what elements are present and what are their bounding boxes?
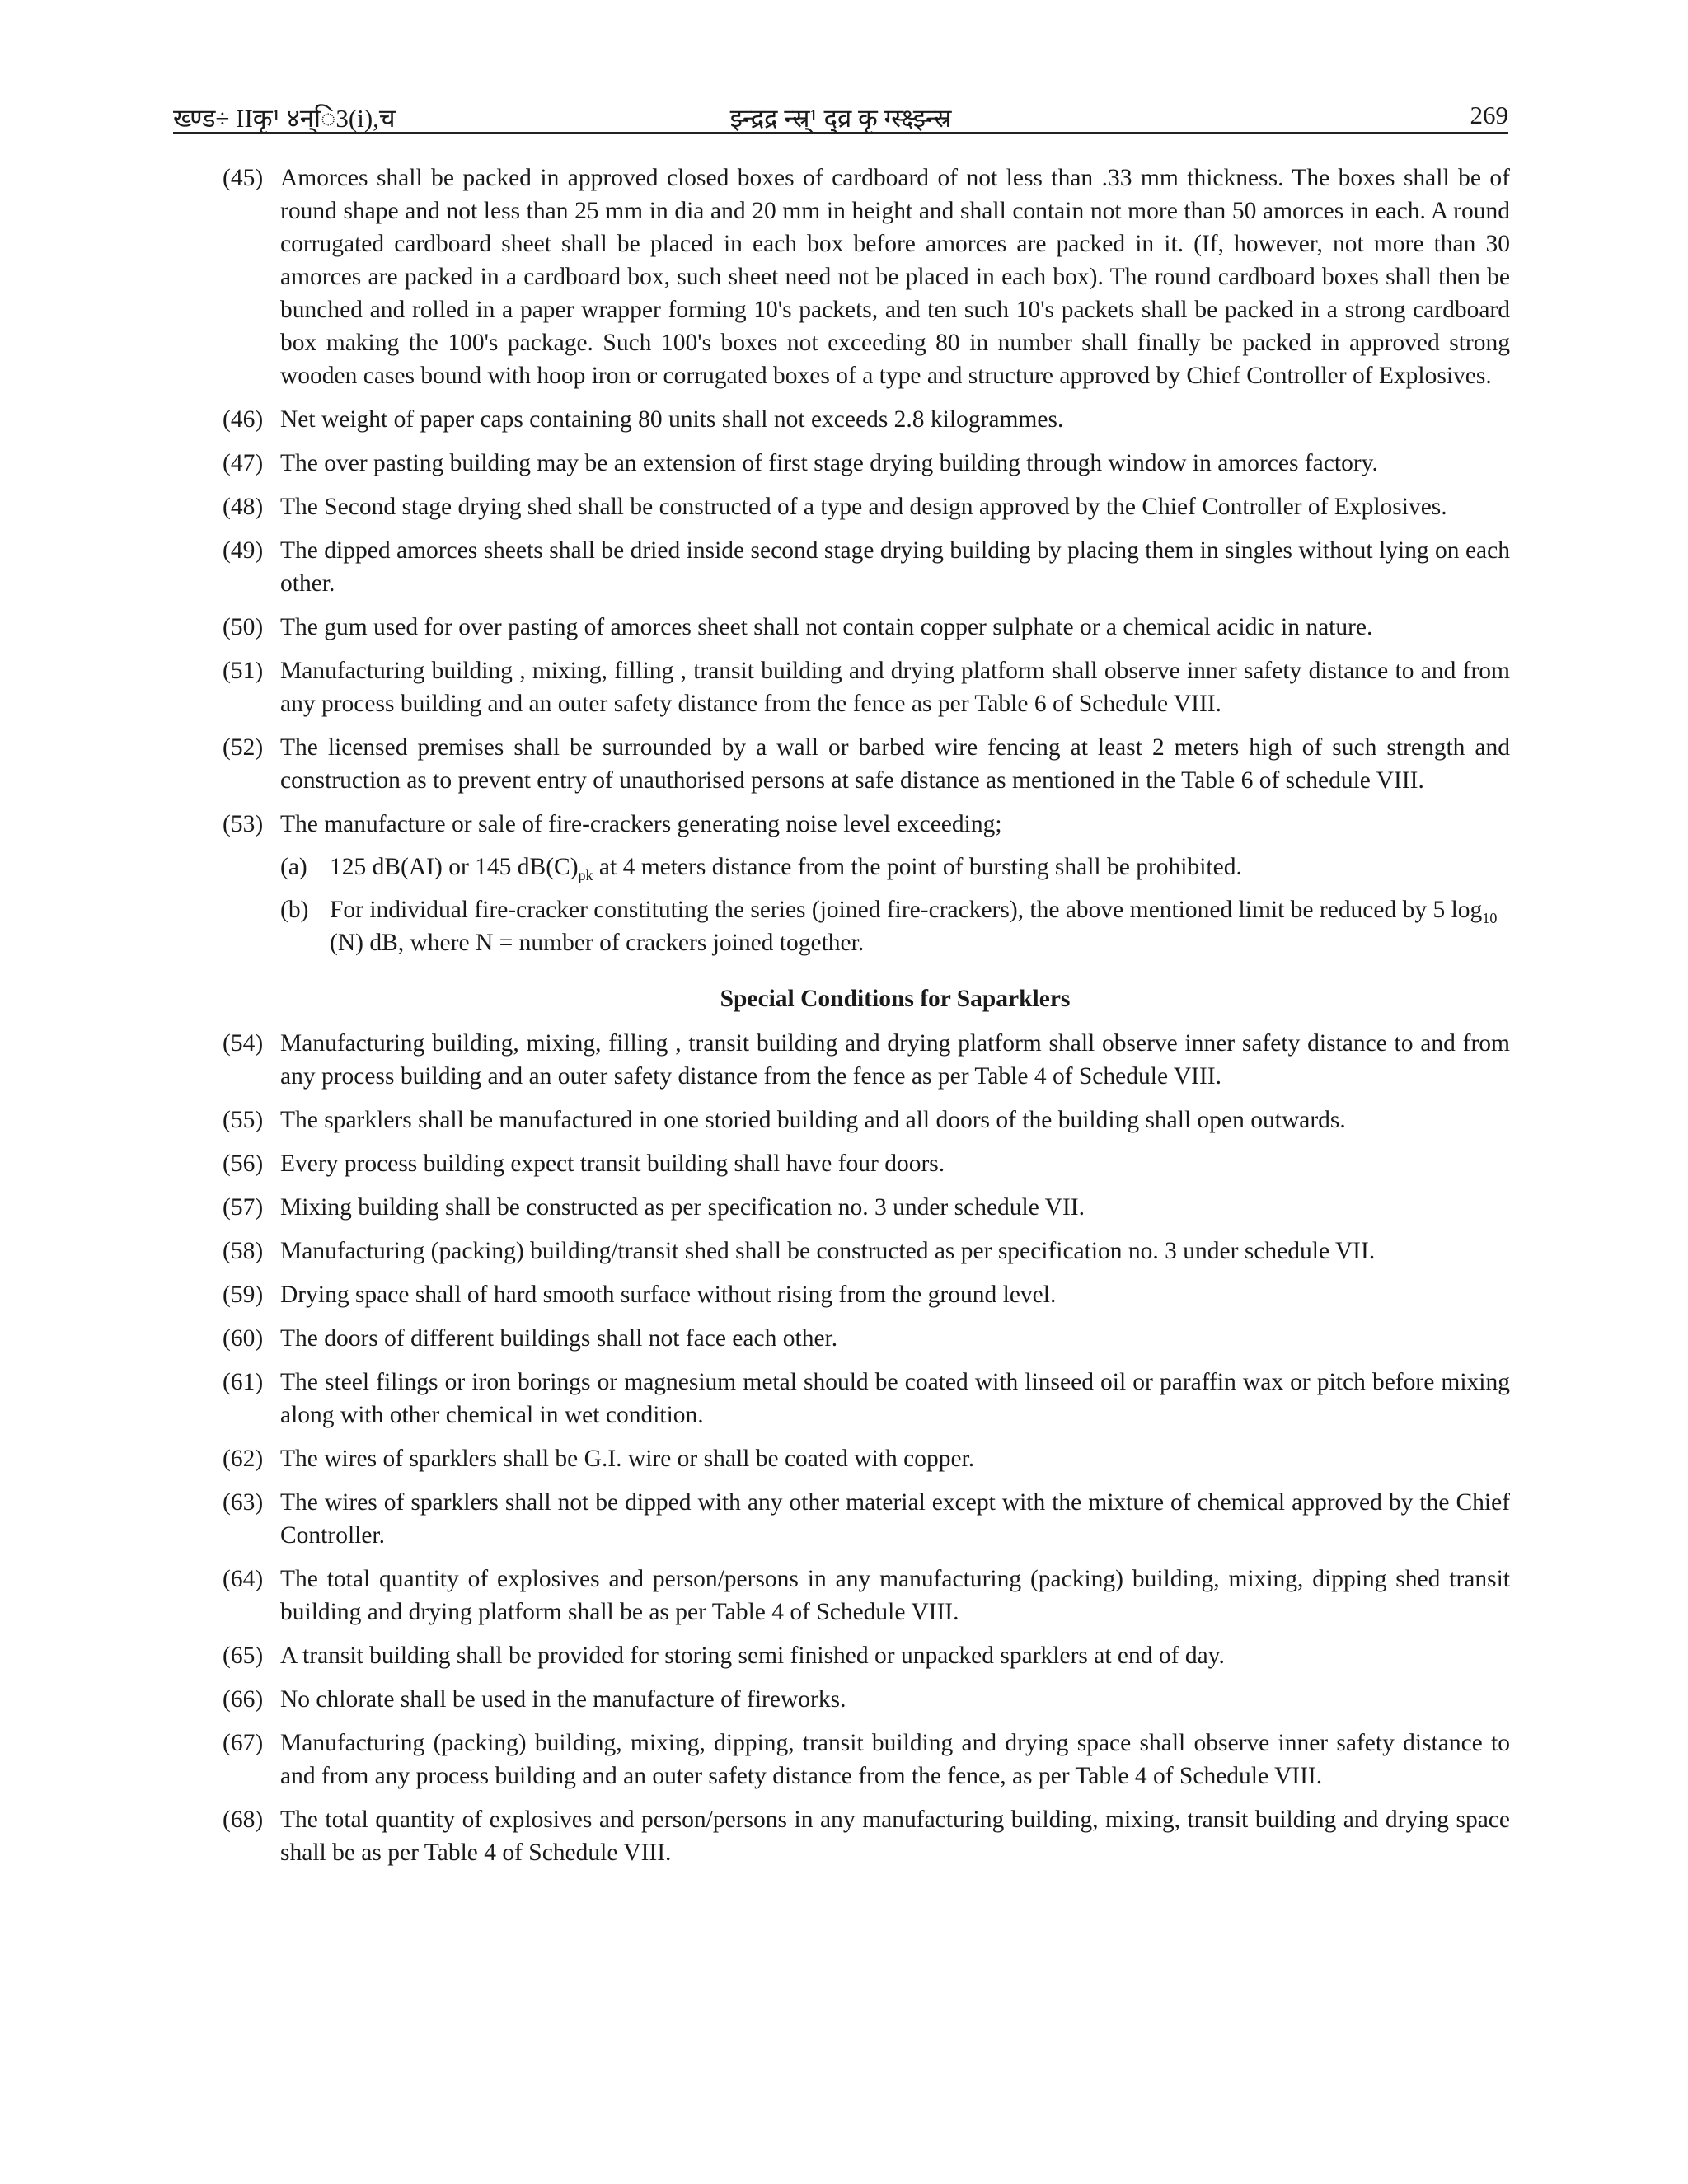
clause-53 bbox=[223, 808, 1510, 959]
clause-number: (49) bbox=[223, 537, 264, 564]
clause-53-a bbox=[280, 851, 1510, 883]
page-number: 269 bbox=[1470, 101, 1508, 129]
clause-text: Manufacturing (packing) building/transit shed shall be constructed as per specification no. 3 under schedule VII. bbox=[280, 1238, 1376, 1264]
clause-number: (61) bbox=[223, 1369, 264, 1395]
section-heading: Special Conditions for Saparklers bbox=[720, 986, 1071, 1012]
clause-number: (60) bbox=[223, 1325, 264, 1352]
clause-number: (50) bbox=[223, 614, 264, 640]
clause-text: The wires of sparklers shall be G.I. wire or shall be coated with copper. bbox=[280, 1446, 975, 1472]
clause-number: (59) bbox=[223, 1282, 264, 1308]
clause-46 bbox=[223, 403, 1510, 436]
clause-63 bbox=[223, 1486, 1510, 1552]
clause-50 bbox=[223, 611, 1510, 644]
clause-number: (67) bbox=[223, 1730, 264, 1756]
clause-number: (57) bbox=[223, 1194, 264, 1221]
running-header bbox=[173, 97, 1508, 137]
clause-number: (68) bbox=[223, 1807, 264, 1833]
clause-number: (46) bbox=[223, 406, 264, 433]
clause-text: Drying space shall of hard smooth surface without rising from the ground level. bbox=[280, 1282, 1057, 1308]
clause-number: (47) bbox=[223, 450, 264, 476]
clause-text: The total quantity of explosives and person/persons in any manufacturing (packing) building, mixing, dipping shed transit building and drying platform shall be as per Table 4 of Schedule VIII. bbox=[280, 1566, 1510, 1625]
header-rule bbox=[173, 132, 1508, 134]
clause-number: (48) bbox=[223, 494, 264, 520]
clause-number: (62) bbox=[223, 1446, 264, 1472]
clause-67 bbox=[223, 1727, 1510, 1793]
clause-text: The over pasting building may be an extension of first stage drying building through window in amorces factory. bbox=[280, 450, 1378, 476]
clause-text: Net weight of paper caps containing 80 units shall not exceeds 2.8 kilogrammes. bbox=[280, 406, 1064, 433]
clause-number: (56) bbox=[223, 1151, 264, 1177]
clause-text: Mixing building shall be constructed as per specification no. 3 under schedule VII. bbox=[280, 1194, 1085, 1221]
subclause-text-part: at 4 meters distance from the point of bursting shall be prohibited. bbox=[593, 854, 1242, 880]
clause-59 bbox=[223, 1278, 1510, 1311]
clause-text: The manufacture or sale of fire-crackers generating noise level exceeding; bbox=[280, 811, 1002, 837]
clause-47 bbox=[223, 447, 1510, 480]
clause-number: (58) bbox=[223, 1238, 264, 1264]
subclause-text bbox=[330, 854, 1242, 883]
clause-number: (65) bbox=[223, 1643, 264, 1669]
clause-text: The Second stage drying shed shall be constructed of a type and design approved by the Chief Controller of Explosives. bbox=[280, 494, 1447, 520]
clause-57 bbox=[223, 1191, 1510, 1224]
clause-text: The licensed premises shall be surrounded by a wall or barbed wire fencing at least 2 meters high of such strength and construction as to prevent entry of unauthorised persons at safe distance as mentioned in the Table 6 of schedule VIII. bbox=[280, 734, 1510, 794]
clause-51 bbox=[223, 654, 1510, 720]
subclause-text bbox=[330, 897, 1497, 956]
document-body bbox=[223, 162, 1510, 1880]
clause-text: The wires of sparklers shall not be dipped with any other material except with the mixture of chemical approved by the Chief Controller. bbox=[280, 1489, 1510, 1549]
clause-text: Amorces shall be packed in approved closed boxes of cardboard of not less than .33 mm thickness. The boxes shall be of round shape and not less than 25 mm in dia and 20 mm in height and shall contain not more than 50 amorces in each. A round corrugated cardboard sheet shall be placed in each box before amorces are packed in it. (If, however, not more than 30 amorces are packed in a cardboard box, such sheet need not be placed in each box). The round cardboard boxes shall then be bunched and rolled in a paper wrapper forming 10's packets, and ten such 10's packets shall be packed in a strong cardboard box making the 100's package. Such 100's boxes not exceeding 80 in number shall finally be packed in approved strong wooden cases bound with hoop iron or corrugated boxes of a type and structure approved by Chief Controller of Explosives. bbox=[280, 165, 1510, 389]
clause-text: The gum used for over pasting of amorces sheet shall not contain copper sulphate or a chemical acidic in nature. bbox=[280, 614, 1373, 640]
clause-text: Manufacturing (packing) building, mixing, dipping, transit building and drying space shall observe inner safety distance to and from any process building and an outer safety distance from the fence, as per Table 4 of Schedule VIII. bbox=[280, 1730, 1510, 1789]
clause-text: The dipped amorces sheets shall be dried inside second stage drying building by placing them in singles without lying on each other. bbox=[280, 537, 1510, 597]
clause-number: (63) bbox=[223, 1489, 264, 1516]
clause-48 bbox=[223, 490, 1510, 523]
clause-text: The steel filings or iron borings or magnesium metal should be coated with linseed oil or paraffin wax or pitch before mixing along with other chemical in wet condition. bbox=[280, 1369, 1510, 1428]
clause-55 bbox=[223, 1104, 1510, 1137]
clause-text: No chlorate shall be used in the manufacture of fireworks. bbox=[280, 1686, 846, 1713]
clause-62 bbox=[223, 1442, 1510, 1475]
clause-number: (54) bbox=[223, 1030, 264, 1057]
clause-number: (52) bbox=[223, 734, 264, 761]
clause-text: Manufacturing building, mixing, filling , transit building and drying platform shall observe inner safety distance to and from any process building and an outer safety distance from the fence as per Table 4 of Schedule VIII. bbox=[280, 1030, 1510, 1090]
clause-53-subitems bbox=[280, 851, 1510, 959]
clause-52 bbox=[223, 731, 1510, 797]
clause-number: (53) bbox=[223, 811, 264, 837]
clause-53-b bbox=[280, 893, 1510, 959]
clause-54 bbox=[223, 1027, 1510, 1093]
clause-66 bbox=[223, 1683, 1510, 1716]
clause-number: (45) bbox=[223, 165, 264, 191]
clause-text: Every process building expect transit building shall have four doors. bbox=[280, 1151, 945, 1177]
clause-text: The doors of different buildings shall not face each other. bbox=[280, 1325, 838, 1352]
clause-text: The sparklers shall be manufactured in one storied building and all doors of the building shall open outwards. bbox=[280, 1107, 1346, 1133]
clause-49 bbox=[223, 534, 1510, 600]
clause-45 bbox=[223, 162, 1510, 392]
clause-text: Manufacturing building , mixing, filling , transit building and drying platform shall observe inner safety distance to and from any process building and an outer safety distance from the fence as per Table 6 of Schedule VIII. bbox=[280, 658, 1510, 717]
clause-68 bbox=[223, 1803, 1510, 1869]
clause-number: (66) bbox=[223, 1686, 264, 1713]
clause-text: The total quantity of explosives and person/persons in any manufacturing building, mixing, transit building and drying space shall be as per Table 4 of Schedule VIII. bbox=[280, 1807, 1510, 1866]
subclause-number: (a) bbox=[280, 854, 307, 880]
clause-56 bbox=[223, 1147, 1510, 1180]
clause-65 bbox=[223, 1639, 1510, 1672]
subclause-text-part: (N) dB, where N = number of crackers joined together. bbox=[330, 930, 865, 956]
clause-number: (51) bbox=[223, 658, 264, 684]
header-gazette-title: झ्न्द्रद्र न्स्र्¹ द्व्र कृ ग्स्क्ष्झ्न्स्र bbox=[729, 104, 952, 133]
clause-64 bbox=[223, 1563, 1510, 1629]
clause-61 bbox=[223, 1366, 1510, 1432]
clause-60 bbox=[223, 1322, 1510, 1355]
subclause-text-part: For individual fire-cracker constituting the series (joined fire-crackers), the above mentioned limit be reduced by 5 log bbox=[330, 897, 1483, 923]
subclause-text-part: 125 dB(AI) or 145 dB(C) bbox=[330, 854, 579, 880]
header-gazette-part: ख्ण्ड÷ IIकृ¹ ४न्ि3(i),च bbox=[173, 104, 396, 133]
clause-number: (64) bbox=[223, 1566, 264, 1592]
subscript-10: 10 bbox=[1482, 910, 1498, 926]
subscript-pk: pk bbox=[578, 867, 593, 883]
subclause-number: (b) bbox=[280, 897, 309, 923]
clause-text: A transit building shall be provided for storing semi finished or unpacked sparklers at end of day. bbox=[280, 1643, 1225, 1669]
clause-number: (55) bbox=[223, 1107, 264, 1133]
clause-58 bbox=[223, 1235, 1510, 1268]
